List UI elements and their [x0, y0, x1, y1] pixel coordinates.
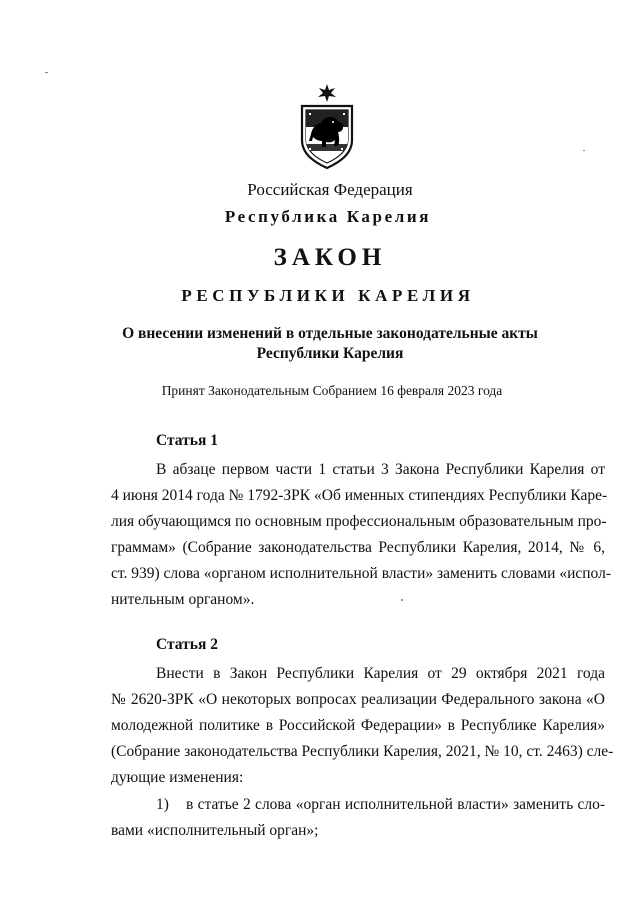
law-subject-line-2: Республики Карелия: [256, 345, 404, 362]
article-1-line: 4 июня 2014 года № 1792-ЗРК «Об именных стипендиях Республики Каре-: [111, 487, 608, 504]
article-2-line: молодежной политике в Российской Федерации» в Республике Карелия»: [111, 717, 605, 734]
article-2-line: Внести в Закон Республики Карелия от 29 октября 2021 года: [156, 665, 605, 682]
karelia-coat-of-arms-icon: [296, 84, 358, 170]
law-subject-line-1: О внесении изменений в отдельные законодательные акты: [122, 325, 538, 342]
adoption-note: Принят Законодательным Собранием 16 февраля 2023 года: [161, 383, 503, 398]
article-1-line: нительным органом».: [111, 591, 255, 608]
article-2-line: № 2620-ЗРК «О некоторых вопросах реализации Федерального закона «О: [111, 691, 605, 708]
list-item-number: 1): [156, 796, 169, 813]
list-item-line: в статье 2 слова «орган исполнительной власти» заменить сло-: [186, 796, 605, 813]
article-2-line: (Собрание законодательства Республики Карелия, 2021, № 10, ст. 2463) сле-: [111, 743, 614, 760]
article-1-line: граммам» (Собрание законодательства Республики Карелия, 2014, № 6,: [111, 539, 605, 556]
article-1-line: лия обучающимся по основным профессиональным образовательным про-: [111, 513, 607, 530]
scan-speck: [45, 72, 48, 73]
republic-name: Республика Карелия: [224, 207, 432, 226]
federation-name: Российская Федерация: [247, 180, 413, 199]
article-1-title: Статья 1: [156, 432, 218, 449]
document-title: ЗАКОН: [273, 244, 387, 271]
article-2-line: дующие изменения:: [111, 769, 244, 786]
document-title-subject: РЕСПУБЛИКИ КАРЕЛИЯ: [181, 286, 475, 305]
article-1-line: ст. 939) слова «органом исполнительной власти» заменить словами «испол-: [111, 565, 611, 582]
article-1-line: В абзаце первом части 1 статьи 3 Закона Республики Карелия от: [156, 461, 605, 478]
article-2-title: Статья 2: [156, 636, 218, 653]
list-item-line: вами «исполнительный орган»;: [111, 822, 319, 839]
scan-speck: [583, 150, 585, 151]
